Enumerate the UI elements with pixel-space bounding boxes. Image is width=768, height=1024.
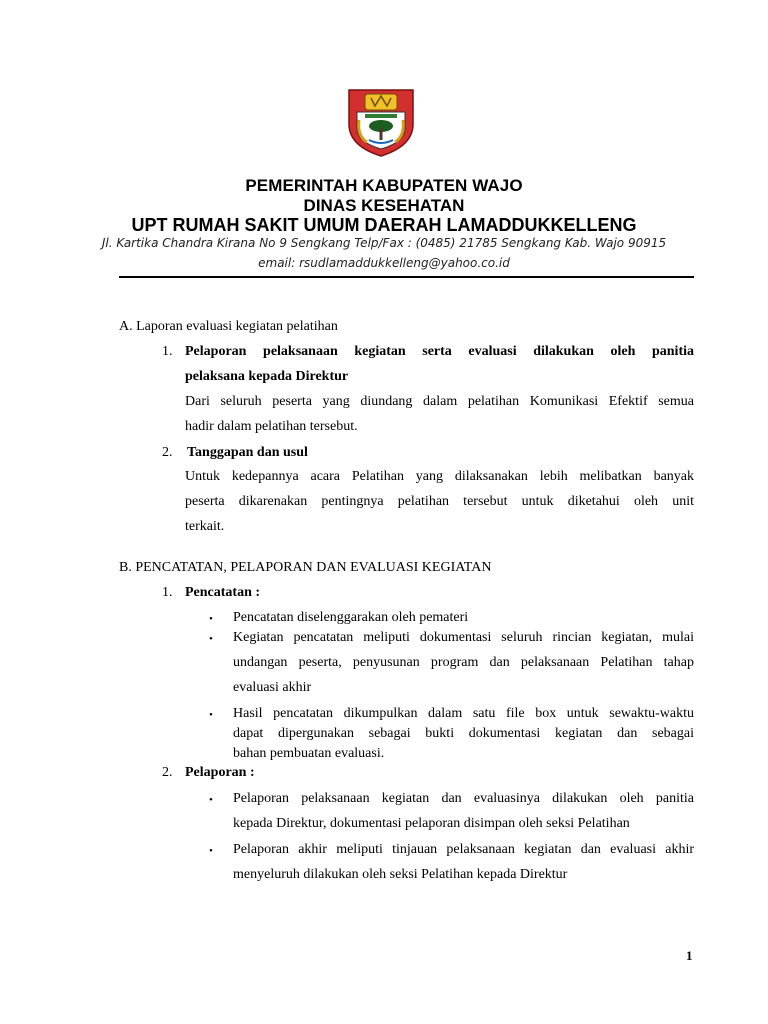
- letterhead-department: DINAS KESEHATAN: [303, 196, 465, 215]
- pencatatan-bullet-1: Pencatatan diselenggarakan oleh pemateri: [233, 610, 469, 625]
- section-b-item2-number: 2.: [162, 765, 173, 780]
- bullet-icon: •: [209, 633, 213, 645]
- pencatatan-bullet-2-end: evaluasi akhir: [233, 680, 312, 695]
- section-a-item1-title-cont: pelaksana kepada Direktur: [185, 369, 349, 384]
- page-number: 1: [686, 948, 693, 963]
- letterhead-address: Jl. Kartika Chandra Kirana No 9 Sengkang Telp/Fax : (0485) 21785 Sengkang Kab. Wajo 90915: [101, 236, 667, 250]
- pelaporan-bullet-1-cont: kepada Direktur, dokumentasi pelaporan disimpan oleh seksi Pelatihan: [233, 816, 630, 831]
- section-b-item2-title: Pelaporan :: [185, 765, 255, 780]
- section-a-item1-body: Dari seluruh peserta yang diundang dalam pelatihan Komunikasi Efektif semua: [185, 394, 694, 409]
- pelaporan-bullet-2-cont: menyeluruh dilakukan oleh seksi Pelatihan kepada Direktur: [233, 867, 568, 882]
- section-a-item2-title: Tanggapan dan usul: [187, 445, 308, 460]
- pencatatan-bullet-3-cont: dapat dipergunakan sebagai bukti dokumentasi kegiatan dan sebagai: [233, 726, 694, 741]
- bullet-icon: •: [209, 794, 213, 806]
- letterhead-hospital-name: UPT RUMAH SAKIT UMUM DAERAH LAMADDUKKELLENG: [131, 215, 637, 235]
- pencatatan-bullet-2: Kegiatan pencatatan meliputi dokumentasi seluruh rincian kegiatan, mulai: [233, 630, 694, 645]
- letterhead-divider: [119, 276, 694, 278]
- bullet-icon: •: [209, 709, 213, 721]
- pelaporan-bullet-1: Pelaporan pelaksanaan kegiatan dan evaluasinya dilakukan oleh panitia: [233, 791, 694, 806]
- letterhead-government: PEMERINTAH KABUPATEN WAJO: [245, 176, 523, 195]
- bullet-icon: •: [209, 845, 213, 857]
- section-b-item1-number: 1.: [162, 585, 173, 600]
- letterhead-email: email: rsudlamaddukkelleng@yahoo.co.id: [258, 256, 510, 270]
- section-b-heading: B. PENCATATAN, PELAPORAN DAN EVALUASI KEGIATAN: [119, 560, 492, 575]
- pencatatan-bullet-2-cont: undangan peserta, penyusunan program dan pelaksanaan Pelatihan tahap: [233, 655, 694, 670]
- section-a-item1-title: Pelaporan pelaksanaan kegiatan serta evaluasi dilakukan oleh panitia: [185, 344, 694, 359]
- pelaporan-bullet-2: Pelaporan akhir meliputi tinjauan pelaksanaan kegiatan dan evaluasi akhir: [233, 842, 694, 857]
- section-a-heading: A. Laporan evaluasi kegiatan pelatihan: [119, 319, 338, 334]
- section-a-item2-number: 2.: [162, 445, 173, 460]
- regency-emblem-logo: [343, 84, 419, 160]
- bullet-icon: •: [209, 613, 213, 625]
- section-b-item1-title: Pencatatan :: [185, 585, 261, 600]
- section-a-item1-number: 1.: [162, 344, 173, 359]
- pencatatan-bullet-3: Hasil pencatatan dikumpulkan dalam satu file box untuk sewaktu-waktu: [233, 706, 694, 721]
- pencatatan-bullet-3-end: bahan pembuatan evaluasi.: [233, 746, 385, 761]
- section-a-item2-body: Untuk kedepannya acara Pelatihan yang dilaksanakan lebih melibatkan banyak: [185, 469, 694, 484]
- section-a-item2-body-cont: peserta dikarenakan pentingnya pelatihan tersebut untuk diketahui oleh unit: [185, 494, 694, 509]
- section-a-item1-body-cont: hadir dalam pelatihan tersebut.: [185, 419, 358, 434]
- section-a-item2-body-end: terkait.: [185, 519, 225, 534]
